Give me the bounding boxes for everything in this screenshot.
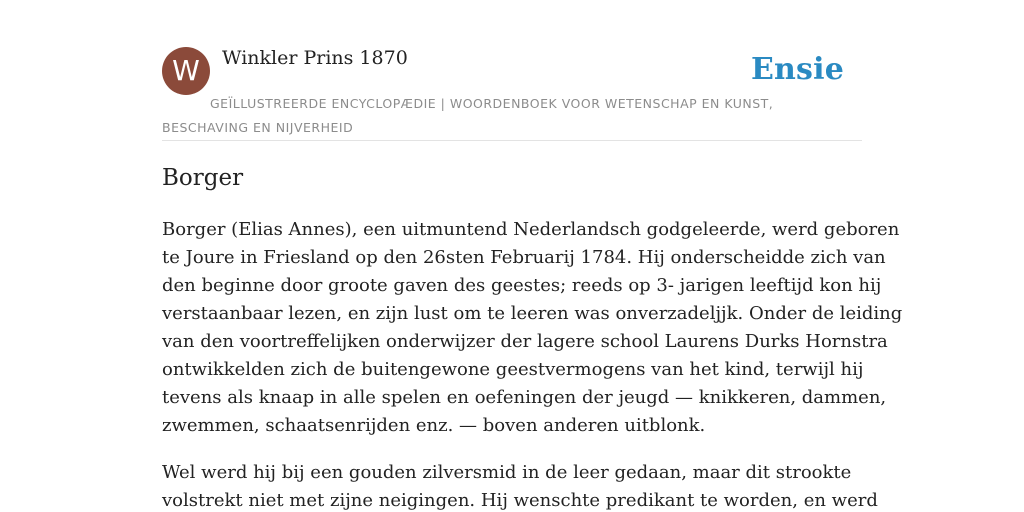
text-line: zwemmen, schaatsenrijden enz. — boven anderen uitblonk. [162,415,706,436]
text-line: tevens als knaap in alle spelen en oefeningen der jeugd — knikkeren, dammen, [162,387,887,408]
text-line: ontwikkelden zich de buitengewone geestvermogens van het kind, terwijl hij [162,359,864,380]
text-line: verstaanbaar lezen, en zijn lust om te leeren was onverzadeljjk. Onder de leiding [162,303,903,324]
source-subtitle: GEÏLLUSTREERDE ENCYCLOPÆDIE | WOORDENBOEK VOOR WETENSCHAP EN KUNST, BESCHAVING EN NIJVERHEID [162,96,774,135]
article-body [162,216,903,512]
text-line: den beginne door groote gaven des geestes; reeds op 3- jarigen leeftijd kon hij [162,275,882,296]
text-line: Borger (Elias Annes), een uitmuntend Nederlandsch godgeleerde, werd geboren [162,219,900,240]
paragraph [162,459,878,512]
text-line: Wel werd hij bij een gouden zilversmid in de leer gedaan, maar dit strookte [162,462,852,483]
text-line: van den voortreffelijken onderwijzer der lagere school Laurens Durks Hornstra [162,331,888,352]
text-line: volstrekt niet met zijne neigingen. Hij wenschte predikant te worden, en werd [162,490,878,511]
paragraph [162,216,903,440]
site-header [162,46,862,141]
source-avatar[interactable]: W [162,47,210,95]
article-title: Borger [162,165,244,191]
brand-logo[interactable]: Ensie [750,52,844,87]
source-title[interactable]: Winkler Prins 1870 [222,47,408,69]
text-line: te Joure in Friesland op den 26sten Februarij 1784. Hij onderscheidde zich van [162,247,886,268]
